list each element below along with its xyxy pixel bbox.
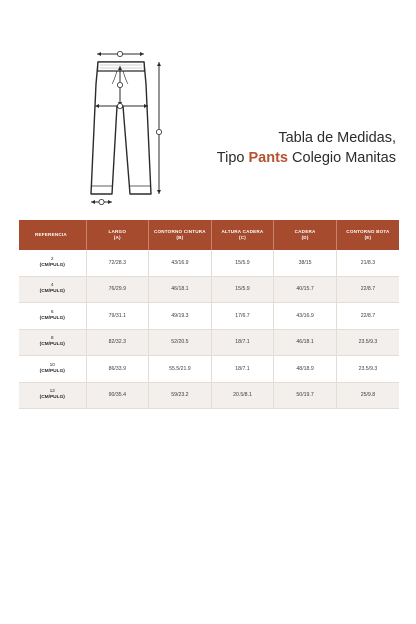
measurement-cell: 86/33.9 <box>86 356 149 383</box>
table-header-cell <box>19 220 86 250</box>
measurement-cell: 49/19.3 <box>149 303 212 330</box>
measurement-cell: 46/18.1 <box>274 329 337 356</box>
title-line-2 <box>196 148 396 168</box>
measurement-cell: 76/29.9 <box>86 276 149 303</box>
measurement-cell: 59/23.2 <box>149 382 212 409</box>
header-sub-label: (A) <box>113 235 121 240</box>
measurement-cell: 43/16.9 <box>274 303 337 330</box>
size-number: 4 <box>50 283 54 289</box>
title-line-1: Tabla de Medidas, <box>278 130 396 146</box>
measurement-cell: 15/5.9 <box>211 250 274 276</box>
table-header <box>19 220 399 250</box>
size-number: 8 <box>50 336 54 342</box>
header-sub-label: (C) <box>238 235 246 240</box>
table-row <box>19 382 399 409</box>
table-header-cell <box>211 220 274 250</box>
size-number: 12 <box>49 389 55 395</box>
measurement-cell: 18/7.1 <box>211 329 274 356</box>
table-row <box>19 276 399 303</box>
table-header-cell <box>336 220 399 250</box>
header-sub-label: (E) <box>364 235 372 240</box>
header-label: LARGO <box>108 229 127 234</box>
measurement-cell: 23.5/9.3 <box>336 329 399 356</box>
measurement-cell: 46/18.1 <box>149 276 212 303</box>
table-row <box>19 250 399 276</box>
size-unit: (CM/PULG) <box>39 342 65 348</box>
reference-cell <box>19 276 86 303</box>
table-row <box>19 356 399 383</box>
header-label: REFERENCIA <box>35 232 67 237</box>
measurement-cell: 18/7.1 <box>211 356 274 383</box>
size-unit: (CM/PULG) <box>39 368 65 374</box>
table-header-cell <box>86 220 149 250</box>
header-label: ALTURA CADERA <box>221 229 264 234</box>
measurement-cell: 23.5/9.3 <box>336 356 399 383</box>
measurement-cell: 25/9.8 <box>336 382 399 409</box>
reference-cell <box>19 356 86 383</box>
table-header-cell <box>274 220 337 250</box>
pants-diagram <box>86 44 176 214</box>
measurement-cell: 15/5.9 <box>211 276 274 303</box>
measurement-cell: 50/19.7 <box>274 382 337 409</box>
header-label: CONTORNO CINTURA <box>153 229 206 234</box>
table-row <box>19 303 399 330</box>
measurement-cell: 20.5/8.1 <box>211 382 274 409</box>
size-unit: (CM/PULG) <box>39 395 65 401</box>
measurement-cell: 52/20.5 <box>149 329 212 356</box>
reference-cell <box>19 303 86 330</box>
header-label: CONTORNO BOTA <box>346 229 390 234</box>
size-table <box>19 220 399 409</box>
measurement-cell: 43/16.9 <box>149 250 212 276</box>
title-suffix: Colegio Manitas <box>288 150 396 166</box>
size-unit: (CM/PULG) <box>39 315 65 321</box>
measurement-cell: 90/35.4 <box>86 382 149 409</box>
reference-cell <box>19 329 86 356</box>
measurement-cell: 21/8.3 <box>336 250 399 276</box>
measurement-cell: 55.5/21.9 <box>149 356 212 383</box>
header-sub-label: (B) <box>176 235 184 240</box>
measurement-cell: 17/6.7 <box>211 303 274 330</box>
table-header-cell <box>149 220 212 250</box>
title-accent-pants: Pants <box>248 150 288 166</box>
measurement-cell: 72/28.3 <box>86 250 149 276</box>
size-number: 6 <box>50 309 54 315</box>
title-prefix: Tipo <box>216 150 249 166</box>
measurement-cell: 48/18.9 <box>274 356 337 383</box>
measurement-cell: 22/8.7 <box>336 303 399 330</box>
measurement-cell: 38/15 <box>274 250 337 276</box>
measurement-cell: 22/8.7 <box>336 276 399 303</box>
size-number: 10 <box>49 362 55 368</box>
header-sub-label: (D) <box>301 235 309 240</box>
header-label: CADERA <box>294 229 316 234</box>
pants-measurement-icon <box>86 44 176 214</box>
reference-cell <box>19 250 86 276</box>
reference-cell <box>19 382 86 409</box>
measurement-cell: 82/32.3 <box>86 329 149 356</box>
size-number: 2 <box>50 256 54 262</box>
size-unit: (CM/PULG) <box>39 262 65 268</box>
measurement-cell: 79/31.1 <box>86 303 149 330</box>
size-unit: (CM/PULG) <box>39 289 65 295</box>
page-title <box>196 128 396 168</box>
table-row <box>19 329 399 356</box>
table-body <box>19 250 399 409</box>
measurement-cell: 40/15.7 <box>274 276 337 303</box>
